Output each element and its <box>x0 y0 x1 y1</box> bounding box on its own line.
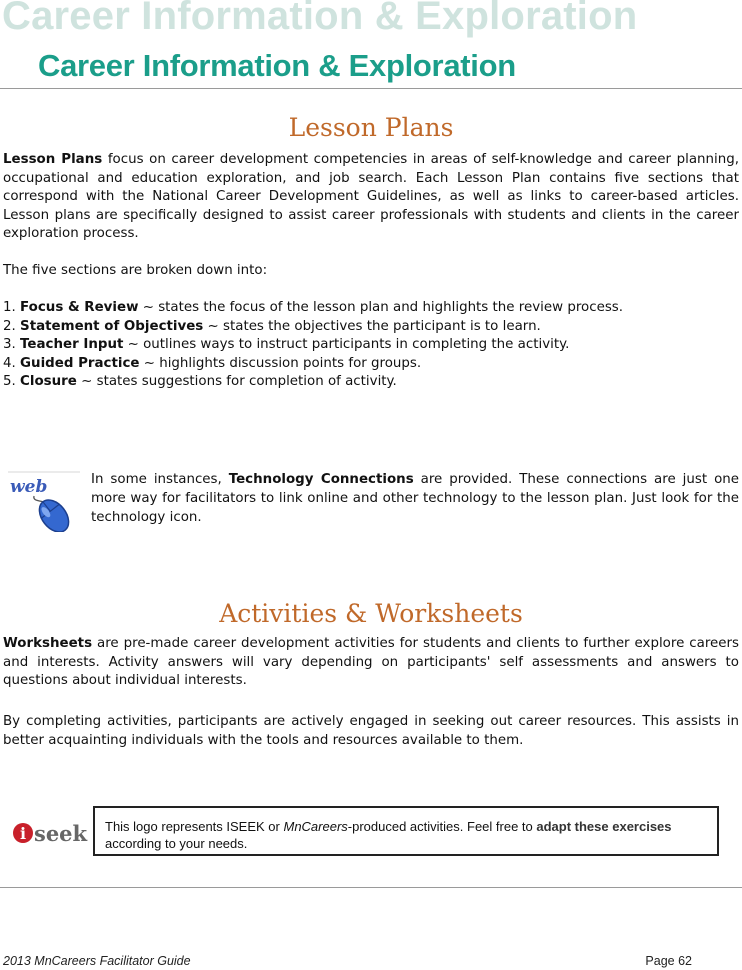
footer-divider <box>0 887 742 888</box>
header-divider <box>0 88 742 89</box>
page-title: Career Information & Exploration <box>38 48 516 83</box>
list-item-desc: ~ states suggestions for completion of activity. <box>76 374 397 390</box>
iseek-note-box: This logo represents ISEEK or MnCareers-produced activities. Feel free to adapt these exercises according to your needs. <box>93 806 719 856</box>
lesson-plans-intro-bold: Lesson Plans <box>3 152 103 167</box>
list-item-term: Statement of Objectives <box>20 318 204 334</box>
worksheets-bold: Worksheets <box>3 636 93 651</box>
lesson-plans-heading: Lesson Plans <box>288 113 454 142</box>
footer-page-number: Page 62 <box>645 954 692 968</box>
list-item-desc: ~ states the objectives the participant is to learn. <box>203 318 541 334</box>
list-item-desc: ~ highlights discussion points for groups. <box>139 355 422 371</box>
activities-paragraph: By completing activities, participants are actively engaged in seeking out career resources. This assists in better acquainting individuals with the tools and resources available to them. <box>3 714 739 748</box>
lesson-plans-intro-text: focus on career development competencies in areas of self-knowledge and career planning, occupational and education exploration, and job search. Each Lesson Plan contains five sections that correspond with the National Career Development Guidelines, as well as links to career-based articles. Lesson plans are specifically designed to assist career professionals with students and clients in the career exploration process. <box>3 152 739 242</box>
list-item: 2. Statement of Objectives ~ states the objectives the participant is to learn. <box>3 318 541 334</box>
list-item: 4. Guided Practice ~ highlights discussion points for groups. <box>3 355 422 371</box>
activities-heading: Activities & Worksheets <box>219 599 523 628</box>
svg-text:i: i <box>19 824 27 843</box>
list-item-desc: ~ outlines ways to instruct participants in completing the activity. <box>123 337 570 353</box>
lesson-sections-list <box>3 299 739 392</box>
mncareers-italic: MnCareers <box>283 819 348 834</box>
iseek-logo <box>12 817 92 849</box>
list-item: 1. Focus & Review ~ states the focus of the lesson plan and highlights the review process. <box>3 300 624 315</box>
list-item-term: Focus & Review <box>20 300 139 315</box>
sections-intro: The five sections are broken down into: <box>3 263 268 278</box>
svg-text:seek: seek <box>34 821 88 846</box>
svg-text:web: web <box>10 477 48 497</box>
list-item: 5. Closure ~ states suggestions for completion of activity. <box>3 374 397 390</box>
list-item: 3. Teacher Input ~ outlines ways to instruct participants in completing the activity. <box>3 337 570 353</box>
worksheets-paragraph: Worksheets are pre-made career development activities for students and clients to further explore careers and interests. Activity answers will vary depending on participants' self assessments and answers to questions about individual interests. <box>3 636 739 689</box>
list-item-desc: ~ states the focus of the lesson plan and highlights the review process. <box>138 300 624 315</box>
list-item-term: Closure <box>20 374 77 390</box>
technology-connections-text: In some instances, Technology Connections are provided. These connections are just one more way for facilitators to link online and other technology to the lesson plan. Just look for the technology icon. <box>91 472 739 525</box>
web-mouse-icon <box>6 468 82 532</box>
ghost-page-title: Career Information & Exploration <box>2 0 638 38</box>
footer-guide-title: 2013 MnCareers Facilitator Guide <box>3 954 191 968</box>
lesson-plans-intro <box>3 151 739 244</box>
list-item-term: Guided Practice <box>20 355 140 371</box>
technology-connections-bold: Technology Connections <box>228 472 414 487</box>
list-item-term: Teacher Input <box>20 337 124 353</box>
adapt-exercises: adapt these exercises <box>536 819 672 834</box>
